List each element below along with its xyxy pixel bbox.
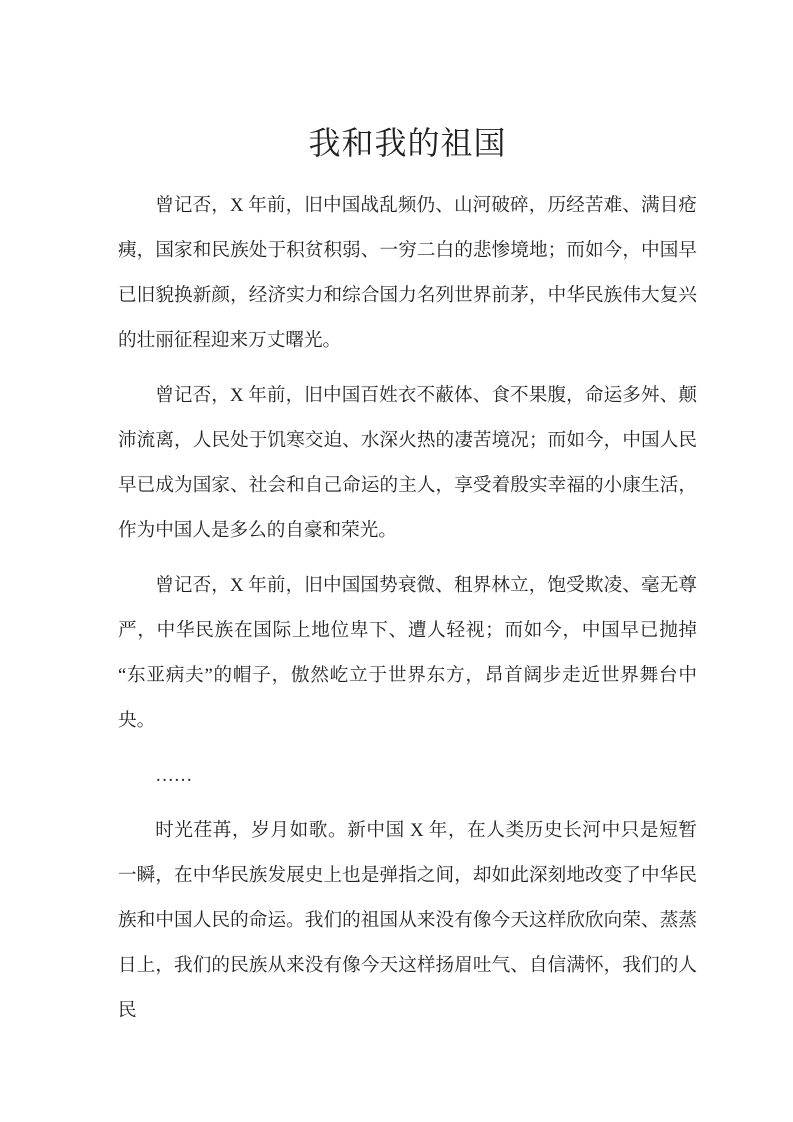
- paragraph-3: 曾记否，X 年前，旧中国国势衰微、租界林立，饱受欺凌、毫无尊严，中华民族在国际上地位卑下、遭人轻视；而如今，中国早已抛掉“东亚病夫”的帽子，傲然屹立于世界东方，昂首阔步走近世界舞台中央。: [118, 575, 697, 731]
- document-title: 我和我的祖国: [308, 125, 507, 161]
- ellipsis-paragraph: ……: [155, 765, 193, 786]
- paragraph-1: 曾记否，X 年前，旧中国战乱频仍、山河破碎，历经苦难、满目疮痍，国家和民族处于积贫积弱、一穷二白的悲惨境地；而如今，中国早已旧貌换新颜，经济实力和综合国力名列世界前茅，中华民族伟大复兴的壮丽征程迎来万丈曙光。: [118, 195, 697, 351]
- paragraph-2: 曾记否，X 年前，旧中国百姓衣不蔽体、食不果腹，命运多舛、颠沛流离，人民处于饥寒交迫、水深火热的凄苦境况；而如今，中国人民早已成为国家、社会和自己命运的主人，享受着殷实幸福的小康生活，作为中国人是多么的自豪和荣光。: [118, 385, 697, 541]
- paragraph-4: 时光荏苒，岁月如歌。新中国 X 年，在人类历史长河中只是短暂一瞬，在中华民族发展史上也是弹指之间，却如此深刻地改变了中华民族和中国人民的命运。我们的祖国从来没有像今天这样欣欣向荣、蒸蒸日上，我们的民族从来没有像今天这样扬眉吐气、自信满怀，我们的人民: [118, 820, 697, 1021]
